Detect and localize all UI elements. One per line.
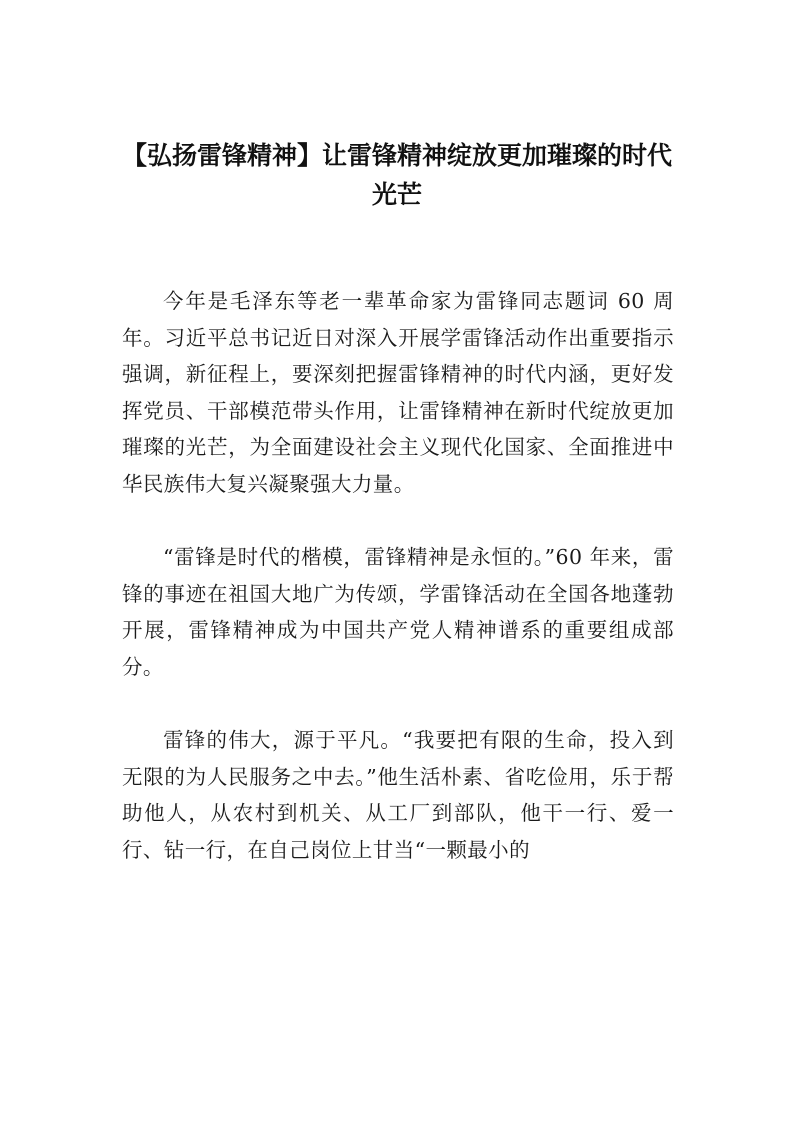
paragraph-3: 雷锋的伟大，源于平凡。“我要把有限的生命，投入到无限的为人民服务之中去。”他生活朴素、省吃俭用，乐于帮助他人，从农村到机关、从工厂到部队，他干一行、爱一行、钻一行，在自己岗位上甘当“一颗最小的 [122, 728, 674, 862]
document-body [122, 283, 674, 905]
paragraph-2: “雷锋是时代的楷模，雷锋精神是永恒的。”60 年来，雷锋的事迹在祖国大地广为传颂，学雷锋活动在全国各地蓬勃开展，雷锋精神成为中国共产党人精神谱系的重要组成部分。 [122, 545, 674, 679]
document-title: 【弘扬雷锋精神】让雷锋精神绽放更加璀璨的时代光芒 [121, 141, 672, 209]
paragraph-1: 今年是毛泽东等老一辈革命家为雷锋同志题词 60 周年。习近平总书记近日对深入开展学雷锋活动作出重要指示强调，新征程上，要深刻把握雷锋精神的时代内涵，更好发挥党员、干部模范带头作用，让雷锋精神在新时代绽放更加璀璨的光芒，为全面建设社会主义现代化国家、全面推进中华民族伟大复兴凝聚强大力量。 [122, 289, 674, 496]
